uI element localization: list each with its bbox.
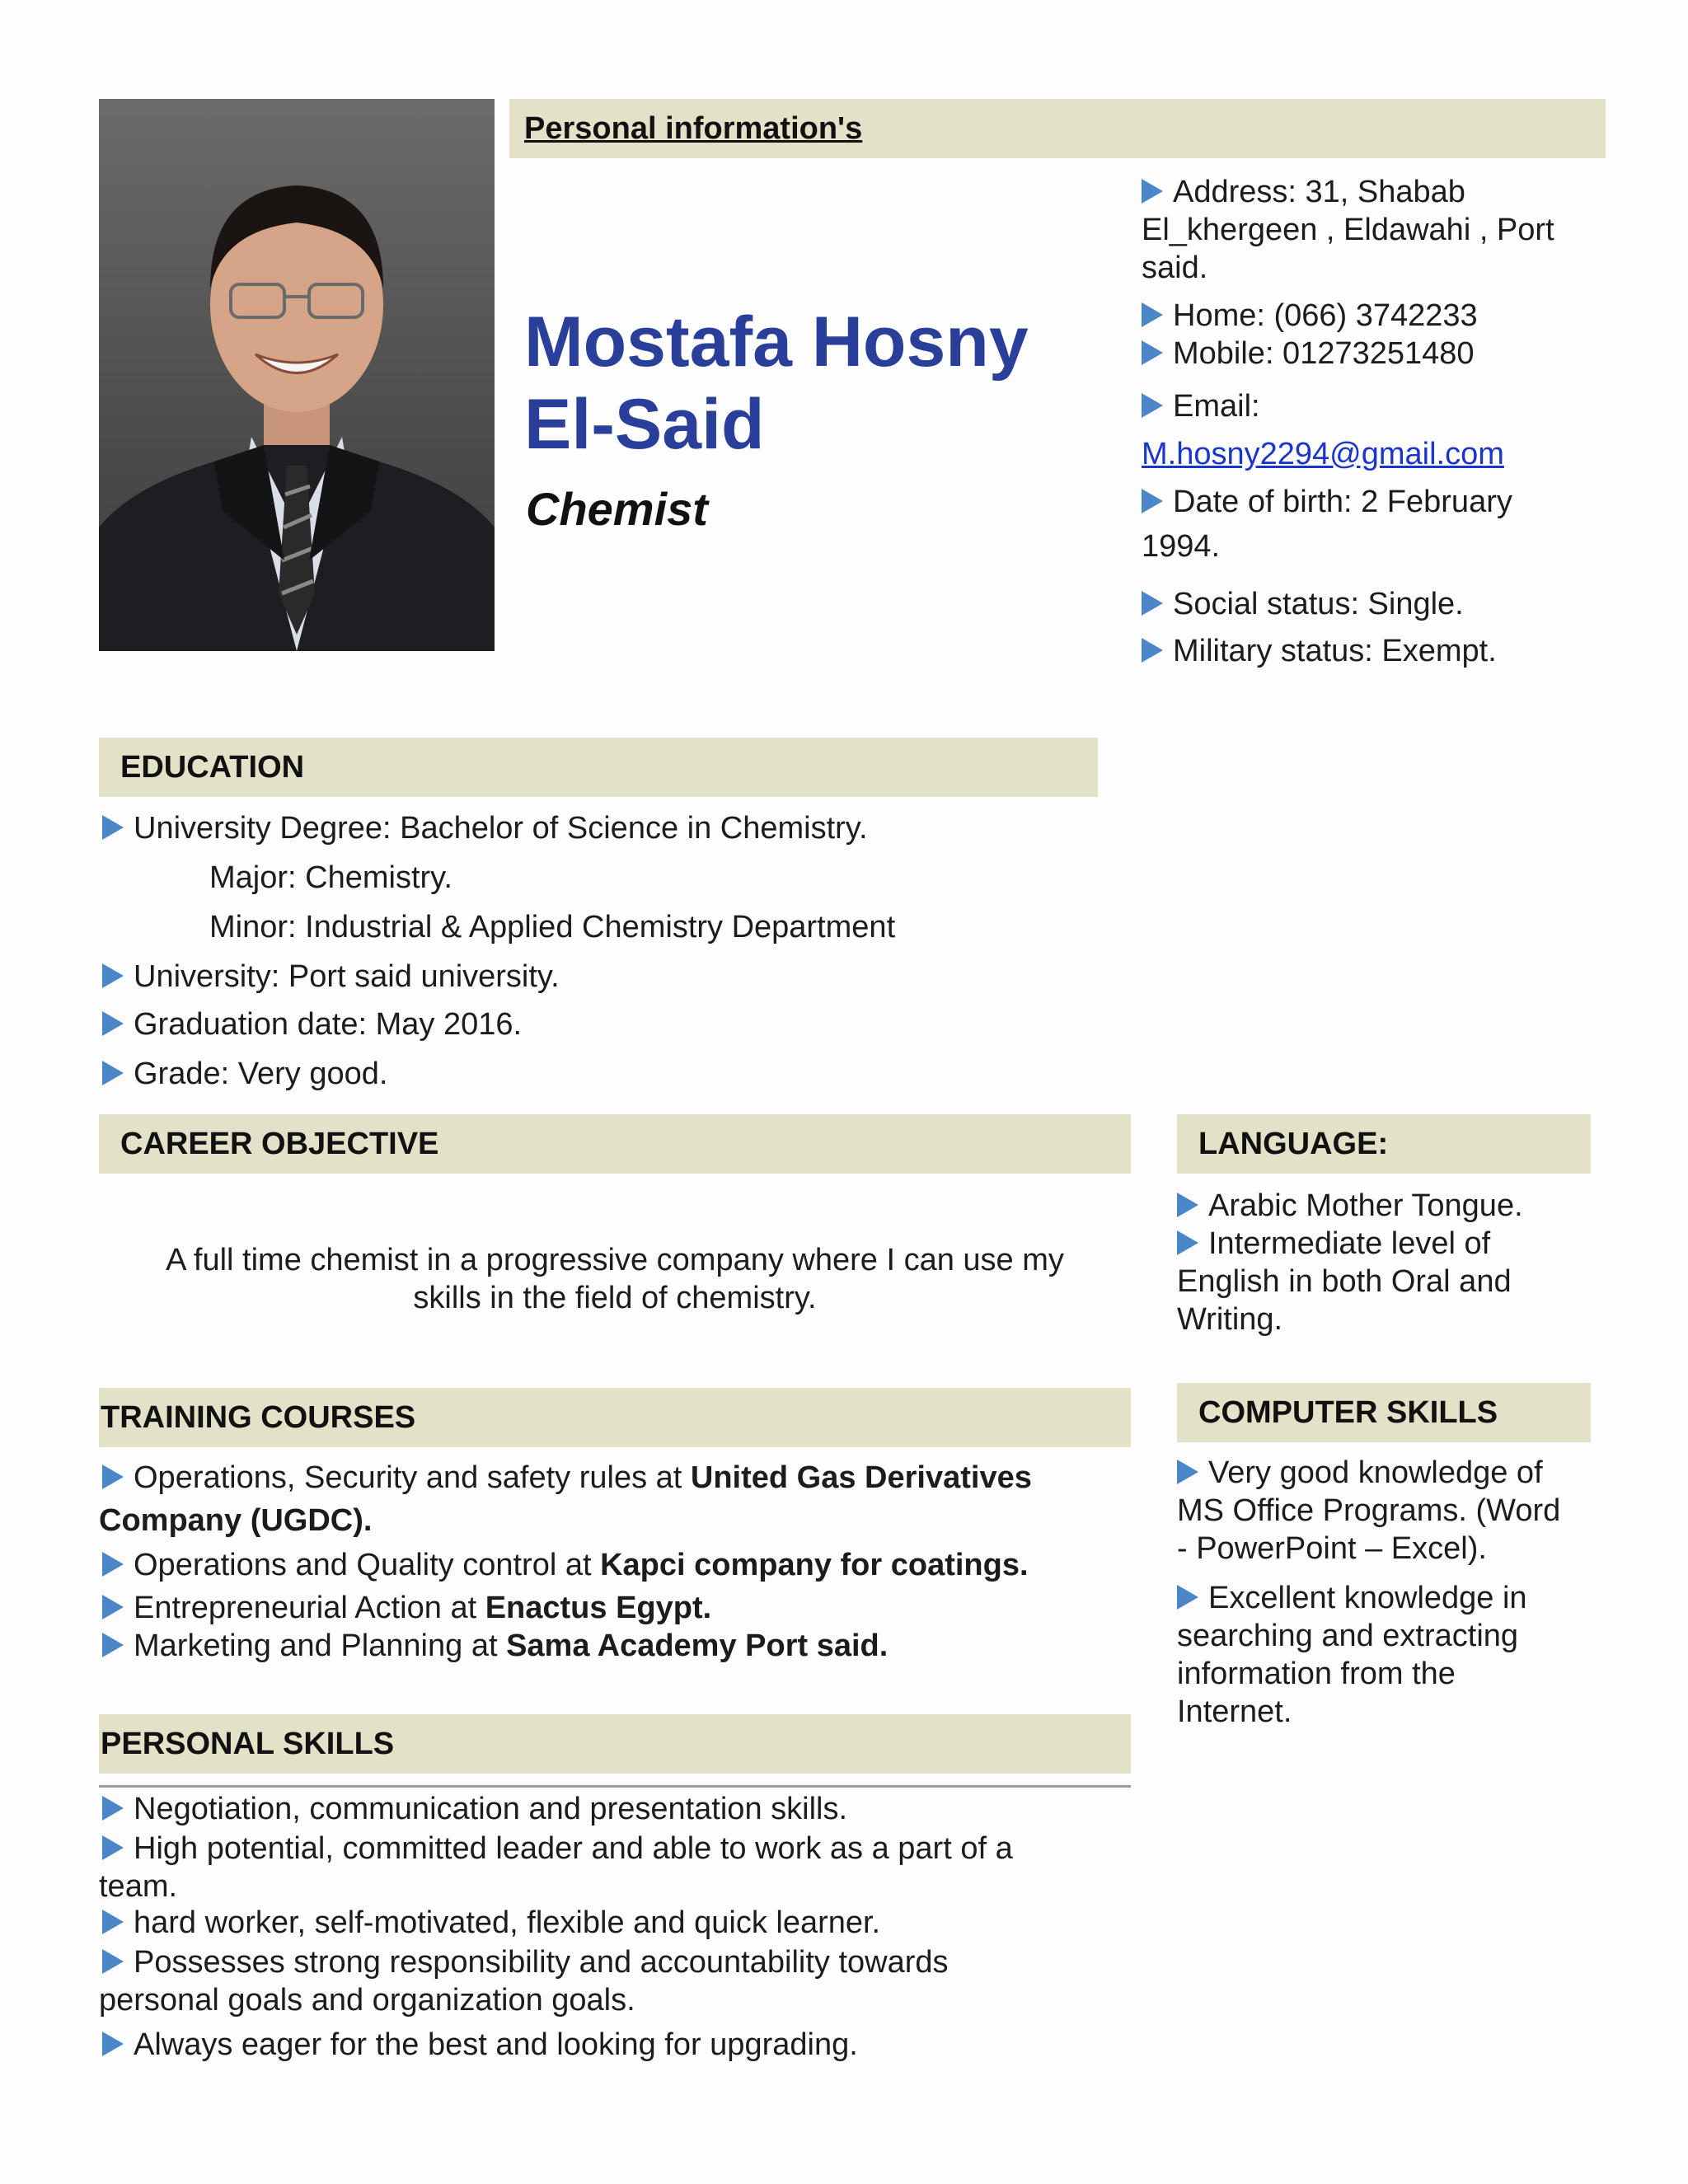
bullet-icon [102,1835,124,1860]
email-label: Email: [1173,389,1260,424]
personal-skills-title: PERSONAL SKILLS [101,1726,395,1761]
social-status [1142,585,1464,623]
dob-line-1 [1142,483,1512,521]
bullet-icon [102,1595,124,1619]
personal-skills-header [99,1714,1131,1774]
dob-line-2: 1994. [1142,529,1221,564]
computer-item-2-line-2: searching and extracting [1177,1619,1519,1653]
education-minor: Minor: Industrial & Applied Chemistry Department [209,910,896,944]
skill-4 [102,1943,949,1981]
mobile-phone-text: Mobile: 01273251480 [1173,336,1475,371]
course-4-text: Marketing and Planning at [134,1629,507,1663]
address-line-2: El_khergeen , Eldawahi , Port [1142,213,1554,247]
language-item-2-line-1: Intermediate level of [1208,1226,1491,1261]
career-title: CAREER OBJECTIVE [120,1126,439,1161]
bullet-icon [1177,1585,1198,1610]
bullet-icon [102,1910,124,1934]
email-line [1142,435,1504,473]
skill-3 [102,1904,880,1942]
course-4-org: Sama Academy Port said. [506,1629,889,1663]
home-phone-text: Home: (066) 3742233 [1173,298,1478,333]
bullet-icon [102,1552,124,1577]
bullet-icon [1177,1230,1198,1255]
address-item [1142,173,1603,287]
language-title: LANGUAGE: [1198,1126,1389,1161]
language-header [1177,1114,1591,1174]
education-title: EDUCATION [120,749,305,785]
skill-1 [102,1790,847,1828]
course-1-text: Operations, Security and safety rules at [134,1460,691,1495]
skill-4-text: Possesses strong responsibility and accountability towards [134,1945,949,1980]
training-course-1-cont [99,1502,372,1540]
address-line-3: said. [1142,251,1208,285]
bullet-icon [1142,591,1163,616]
course-2-org: Kapci company for coatings. [600,1548,1029,1582]
computer-item-2-line-4: Internet. [1177,1694,1292,1729]
skill-2 [102,1830,1013,1868]
grade-text: Grade: Very good. [134,1057,388,1091]
email-label-line [1142,387,1260,425]
graduation-text: Graduation date: May 2016. [134,1007,523,1042]
education-major: Major: Chemistry. [209,860,452,895]
bullet-icon [102,963,124,988]
career-line-1: A full time chemist in a progressive company where I can use my [166,1243,1064,1277]
degree-text: University Degree: Bachelor of Science in Chemistry. [134,811,868,846]
bullet-icon [102,1061,124,1085]
bullet-icon [1177,1460,1198,1484]
career-header [99,1114,1131,1174]
course-3-text: Entrepreneurial Action at [134,1591,485,1625]
skill-1-text: Negotiation, communication and presentation skills. [134,1792,848,1826]
course-1-org-cont: Company (UGDC). [99,1503,373,1538]
bullet-icon [102,1011,124,1036]
computer-item-1-line-3: - PowerPoint – Excel). [1177,1531,1487,1566]
education-grade [102,1055,387,1093]
bullet-icon [1142,179,1163,204]
mobile-phone [1142,335,1475,373]
military-status [1142,632,1497,670]
skill-4-cont: personal goals and organization goals. [99,1983,635,2018]
computer-item-2-line-1: Excellent knowledge in [1208,1581,1527,1615]
skill-2-cont: team. [99,1869,178,1904]
computer-item-1-line-2: MS Office Programs. (Word [1177,1493,1561,1528]
home-phone [1142,297,1478,335]
bullet-icon [102,1796,124,1821]
bullet-icon [102,2032,124,2056]
education-degree [102,809,868,847]
course-1-org: United Gas Derivatives [690,1460,1032,1495]
bullet-icon [102,1633,124,1657]
name-line-2: El-Said [524,385,765,464]
bullet-icon [1142,302,1163,327]
bullet-icon [1142,489,1163,513]
language-list [1177,1187,1597,1338]
language-item-1: Arabic Mother Tongue. [1208,1188,1523,1223]
bullet-icon [1142,340,1163,365]
language-item-2-line-2: English in both Oral and [1177,1264,1512,1299]
social-status-text: Social status: Single. [1173,587,1464,621]
course-2-text: Operations and Quality control at [134,1548,601,1582]
profile-photo [99,99,495,651]
education-university [102,958,560,996]
bullet-icon [102,815,124,840]
computer-item-1-line-1: Very good knowledge of [1208,1455,1543,1490]
personal-info-title: Personal information's [524,110,863,146]
bullet-icon [1142,638,1163,663]
computer-list-2 [1177,1579,1597,1731]
personal-info-header [509,99,1606,158]
portrait-illustration [99,99,495,651]
university-text: University: Port said university. [134,959,560,994]
dob-text: Date of birth: 2 February [1173,485,1512,519]
education-graduation [102,1005,522,1043]
computer-header [1177,1383,1591,1442]
bullet-icon [1142,393,1163,418]
job-title: Chemist [526,483,708,535]
computer-item-2-line-3: information from the [1177,1657,1456,1691]
skill-5-text: Always eager for the best and looking for upgrading. [134,2027,858,2062]
language-item-2-line-3: Writing. [1177,1302,1283,1337]
skill-5 [102,2026,858,2064]
training-course-1 [102,1459,1032,1497]
military-status-text: Military status: Exempt. [1173,634,1497,668]
bullet-icon [102,1949,124,1974]
skill-2-text: High potential, committed leader and able to work as a part of a [134,1831,1013,1866]
email-link[interactable]: M.hosny2294@gmail.com [1142,437,1504,471]
skill-3-text: hard worker, self-motivated, flexible and quick learner. [134,1905,881,1940]
training-header [99,1388,1131,1447]
career-objective-text [99,1241,1131,1317]
name-line-1: Mostafa Hosny [524,302,1029,382]
computer-title: COMPUTER SKILLS [1198,1394,1498,1430]
bullet-icon [1177,1193,1198,1217]
career-line-2: skills in the field of chemistry. [413,1281,817,1315]
address-line-1: Address: 31, Shabab [1173,175,1465,209]
course-3-org: Enactus Egypt. [485,1591,712,1625]
computer-list-1 [1177,1454,1597,1568]
education-header [99,738,1098,797]
training-course-2 [102,1546,1029,1584]
divider [99,1785,1131,1788]
training-title: TRAINING COURSES [101,1399,416,1435]
training-course-3 [102,1589,711,1627]
training-course-4 [102,1627,888,1665]
name-block [524,301,1029,466]
bullet-icon [102,1465,124,1489]
